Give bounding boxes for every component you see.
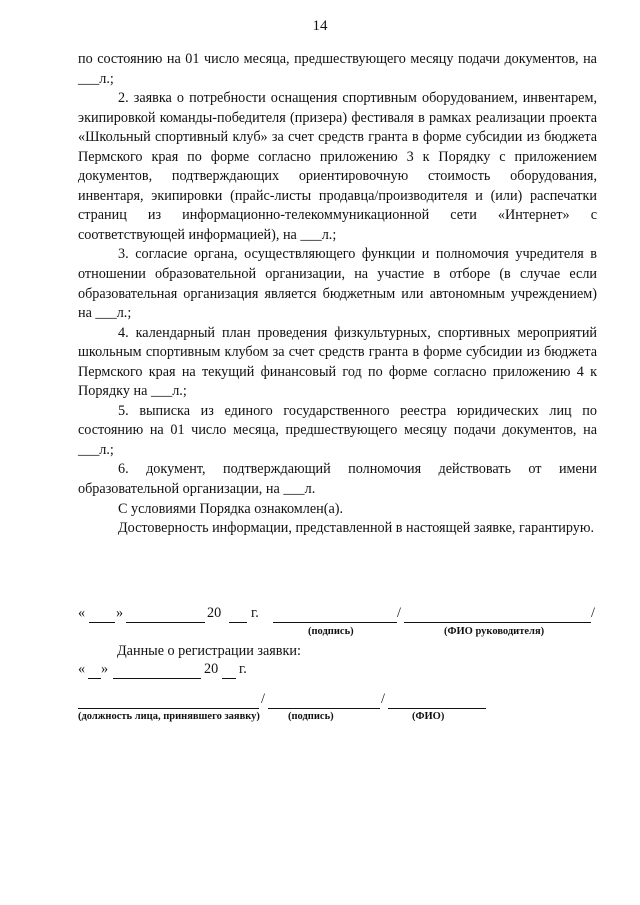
reg-signature-blank[interactable] [268,708,380,709]
reg-date-open-quote: « [78,661,86,677]
year-suffix: г. [251,605,259,621]
caption-position: (должность лица, принявшего заявку) [78,711,260,722]
year-prefix: 20 [207,605,222,621]
date-close-quote: » [116,605,124,621]
page-number: 14 [312,18,328,34]
registration-heading: Данные о регистрации заявки: [117,643,301,659]
paragraph-item-3: 3. согласие органа, осуществляющего функции и полномочия учредителя в отношении образовательной организации, на участие в отборе (в случае если образовательная организация является бюджетным или автономным учреждением) на ___л.; [78,246,597,322]
reg-year-suffix: г. [239,661,247,677]
signature-blank[interactable] [273,622,397,623]
position-blank[interactable] [78,708,259,709]
name-slash: / [591,605,595,621]
paragraph-guarantee: Достоверность информации, представленной в настоящей заявке, гарантирую. [118,520,595,537]
caption-signature: (подпись) [308,626,354,637]
body-text [78,50,597,539]
reg-date-close-quote: » [101,661,109,677]
reg-year-prefix: 20 [204,661,219,677]
caption-head-name: (ФИО руководителя) [444,626,545,637]
day-blank[interactable] [89,622,115,623]
reg-day-blank[interactable] [88,678,101,679]
month-blank[interactable] [126,622,205,623]
position-slash: / [261,691,265,707]
name-blank[interactable] [404,622,591,623]
reg-month-blank[interactable] [113,678,201,679]
reg-signature-slash: / [381,691,385,707]
date-open-quote: « [78,605,86,621]
year-blank[interactable] [229,622,247,623]
paragraph-acknowledgement: С условиями Порядка ознакомлен(а). [118,500,344,517]
paragraph-continuation: по состоянию на 01 число месяца, предшествующего месяцу подачи документов, на ___л.; [78,51,597,87]
reg-name-blank[interactable] [388,708,486,709]
paragraph-item-2: 2. заявка о потребности оснащения спортивным оборудованием, инвентарем, экипировкой команды-победителя (призера) фестиваля в рамках реализации проекта «Школьный спортивный клуб» за счет средств гранта в форме субсидии из бюджета Пермского края по форме согласно приложению 3 к Порядку с приложением документов, подтверждающих ориентировочную стоимость оборудования, инвентаря, экипировки (прайс-листы продавца/производителя и (или) распечатки страниц из информационно-телекоммуникационной сети «Интернет» с соответствующей информацией), на ___л.; [78,90,597,243]
reg-year-blank[interactable] [222,678,236,679]
paragraph-item-6: 6. документ, подтверждающий полномочия действовать от имени образовательной организации, на ___л. [78,461,597,498]
caption-reg-signature: (подпись) [288,711,334,722]
caption-reg-name: (ФИО) [412,711,445,722]
paragraph-item-5: 5. выписка из единого государственного реестра юридических лиц по состоянию на 01 число месяца, предшествующего месяцу подачи документов, на ___л.; [78,402,597,458]
paragraph-item-4: 4. календарный план проведения физкультурных, спортивных мероприятий школьным спортивным клубом за счет средств гранта в форме субсидии из бюджета Пермского края на текущий финансовый год по форме согласно приложению 4 к Порядку на ___л.; [78,324,597,400]
signature-slash: / [397,605,401,621]
